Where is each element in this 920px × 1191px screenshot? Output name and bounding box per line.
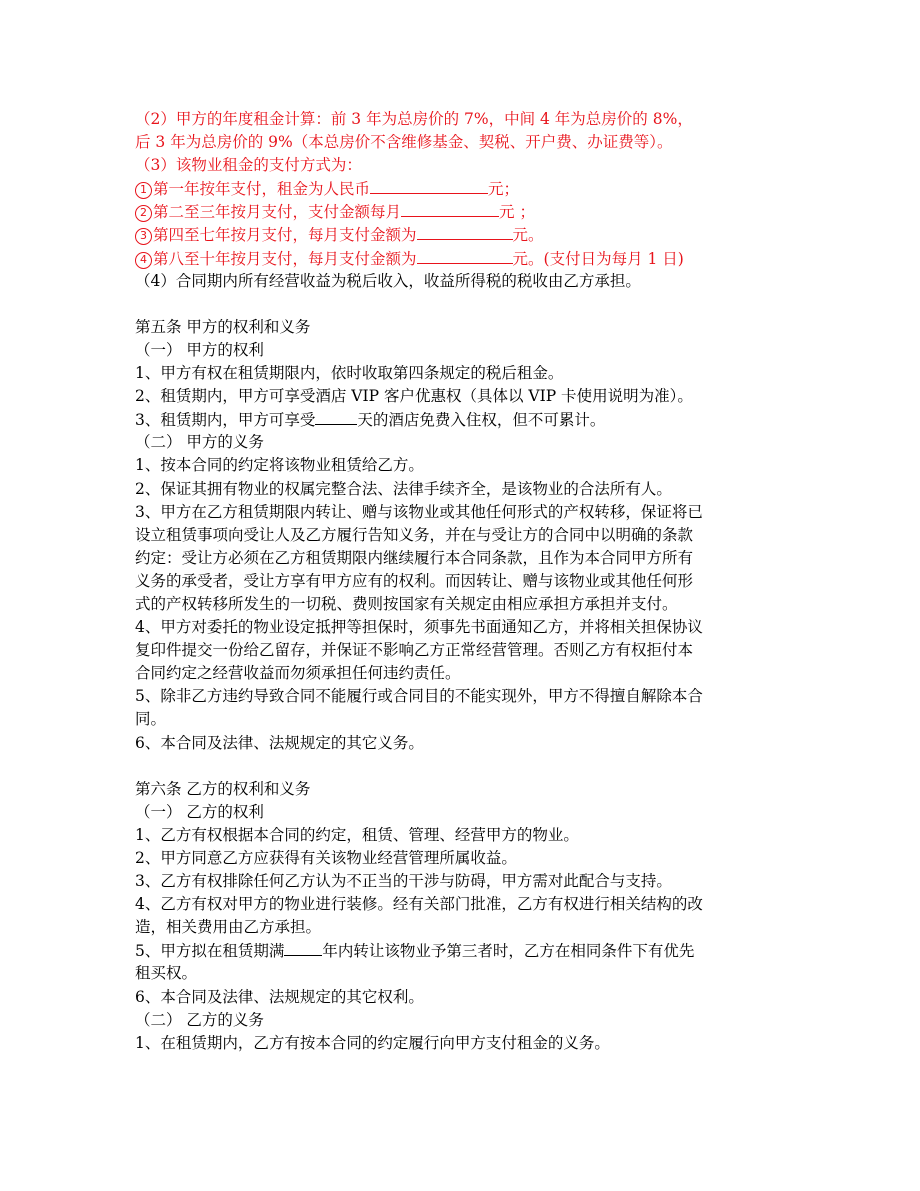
payment-item-1-text: 第一年按年支付，租金为人民币 xyxy=(153,180,371,199)
clause-6-right-2: 2、甲方同意乙方应获得有关该物业经营管理所属收益。 xyxy=(135,849,517,867)
rent-calc-line-2: 后 3 年为总房价的 9%（本总房价不含维修基金、契税、开户费、办证费等）。 xyxy=(135,133,673,152)
spacer xyxy=(135,293,785,316)
clause-6-duties-heading: （二） 乙方的义务 xyxy=(135,1010,264,1029)
clause-5-duty-3-line-1: 3、甲方在乙方租赁期限内转让、赠与该物业或其他任何形式的产权转移，保证将已 xyxy=(135,502,703,521)
clause-5-right-2: 2、租赁期内，甲方可享受酒店 VIP 客户优惠权（具体以 VIP 卡使用说明为准）。 xyxy=(135,387,693,406)
clause-6-right-5-text: 5、甲方拟在租赁期满 xyxy=(135,942,285,961)
clause-5-duty-3-line-3: 约定：受让方必须在乙方租赁期限内继续履行本合同条款，且作为本合同甲方所有 xyxy=(135,548,694,567)
income-tax-note: （4）合同期内所有经营收益为税后收入，收益所得税的税收由乙方承担。 xyxy=(135,271,641,290)
clause-6-right-5-rest: 年内转让该物业予第三者时，乙方在相同条件下有优先 xyxy=(322,942,695,961)
clause-5-duties-heading: （二） 甲方的义务 xyxy=(135,433,264,452)
annual-rent-blank xyxy=(370,177,488,194)
clause-5-duty-6: 6、本合同及法律、法规规定的其它义务。 xyxy=(135,733,424,752)
clause-6-right-4-line-1: 4、乙方有权对甲方的物业进行装修。经有关部门批准，乙方有权进行相关结构的改 xyxy=(135,895,703,914)
clause-6-right-4-line-2: 造，相关费用由乙方承担。 xyxy=(135,918,322,937)
monthly-amount-blank-2 xyxy=(401,200,499,217)
circled-number-3: 3 xyxy=(135,228,152,245)
transfer-years-blank xyxy=(284,939,322,956)
contract-page xyxy=(135,108,785,1055)
clause-5-duty-3-line-5: 式的产权转移所发生的一切税、费则按国家有关规定由相应承担方承担并支付。 xyxy=(135,594,678,613)
clause-5-duty-4-line-1: 4、甲方对委托的物业设定抵押等担保时，须事先书面通知乙方，并将相关担保协议 xyxy=(135,618,703,637)
clause-5-right-3 xyxy=(135,408,785,431)
spacer xyxy=(135,755,785,778)
monthly-amount-blank-4 xyxy=(417,247,513,264)
clause-5-duty-5-line-2: 同。 xyxy=(135,710,167,729)
clause-6-rights-heading: （一） 乙方的权利 xyxy=(135,802,264,821)
clause-6-right-6: 6、本合同及法律、法规规定的其它权利。 xyxy=(135,987,424,1006)
clause-5-duty-3-line-4: 义务的承受者，受让方享有甲方应有的权利。而因转让、赠与该物业或其他任何形 xyxy=(135,571,694,590)
free-stay-days-blank xyxy=(315,408,357,425)
payment-item-2-text: 第二至三年按月支付，支付金额每月 xyxy=(153,203,402,222)
payment-item-2-unit: 元 ； xyxy=(499,203,535,222)
clause-6-right-1: 1、乙方有权根据本合同的约定，租赁、管理、经营甲方的物业。 xyxy=(135,825,579,844)
clause-5-duty-3-line-2: 设立租赁事项向受让人及乙方履行告知义务，并在与受让方的合同中以明确的条款 xyxy=(135,525,694,544)
clause-5-right-3-rest: 天的酒店免费入住权，但不可累计。 xyxy=(357,411,606,430)
clause-6-right-3: 3、乙方有权排除任何乙方认为不正当的干涉与防碍，甲方需对此配合与支持。 xyxy=(135,872,672,891)
clause-5-duty-4-line-2: 复印件提交一份给乙留存，并保证不影响乙方正常经营管理。否则乙方有权拒付本 xyxy=(135,641,694,660)
clause-5-right-1: 1、甲方有权在租赁期限内，依时收取第四条规定的税后租金。 xyxy=(135,364,564,383)
rent-calc-line-1: （2）甲方的年度租金计算：前 3 年为总房价的 7%，中间 4 年为总房价的 8%， xyxy=(135,110,693,128)
clause-5-duty-5-line-1: 5、除非乙方违约导致合同不能履行或合同目的不能实现外，甲方不得擅自解除本合 xyxy=(135,687,703,706)
clause-5-right-3-text: 3、租赁期内，甲方可享受 xyxy=(135,411,316,430)
circled-number-1: 1 xyxy=(135,182,152,199)
payment-item-3-unit: 元。 xyxy=(512,226,544,245)
payment-item-4-text: 第八至十年按月支付，每月支付金额为 xyxy=(153,249,417,268)
circled-number-2: 2 xyxy=(135,205,152,222)
monthly-amount-blank-3 xyxy=(417,223,513,240)
clause-5-duty-1: 1、按本合同的约定将该物业租赁给乙方。 xyxy=(135,456,424,475)
payment-item-4-unit: 元。(支付日为每月 1 日) xyxy=(512,249,684,268)
clause-6-right-5-line-1 xyxy=(135,939,785,962)
clause-6-right-5-line-2: 租买权。 xyxy=(135,964,198,983)
circled-number-4: 4 xyxy=(135,252,152,269)
clause-5-title: 第五条 甲方的权利和义务 xyxy=(135,317,311,336)
clause-5-duty-2: 2、保证其拥有物业的权属完整合法、法律手续齐全，是该物业的合法所有人。 xyxy=(135,479,672,498)
payment-item-4 xyxy=(135,247,785,270)
payment-method-heading: （3）该物业租金的支付方式为： xyxy=(135,156,362,175)
clause-6-title: 第六条 乙方的权利和义务 xyxy=(135,779,311,798)
payment-item-3 xyxy=(135,223,785,246)
clause-5-rights-heading: （一） 甲方的权利 xyxy=(135,340,264,359)
clause-6-duty-1: 1、在租赁期内，乙方有按本合同的约定履行向甲方支付租金的义务。 xyxy=(135,1033,610,1052)
clause-5-duty-4-line-3: 合同约定之经营收益而勿须承担任何违约责任。 xyxy=(135,664,461,683)
payment-item-2 xyxy=(135,200,785,223)
payment-item-1-unit: 元； xyxy=(488,180,520,199)
payment-item-3-text: 第四至七年按月支付，每月支付金额为 xyxy=(153,226,417,245)
payment-item-1 xyxy=(135,177,785,200)
